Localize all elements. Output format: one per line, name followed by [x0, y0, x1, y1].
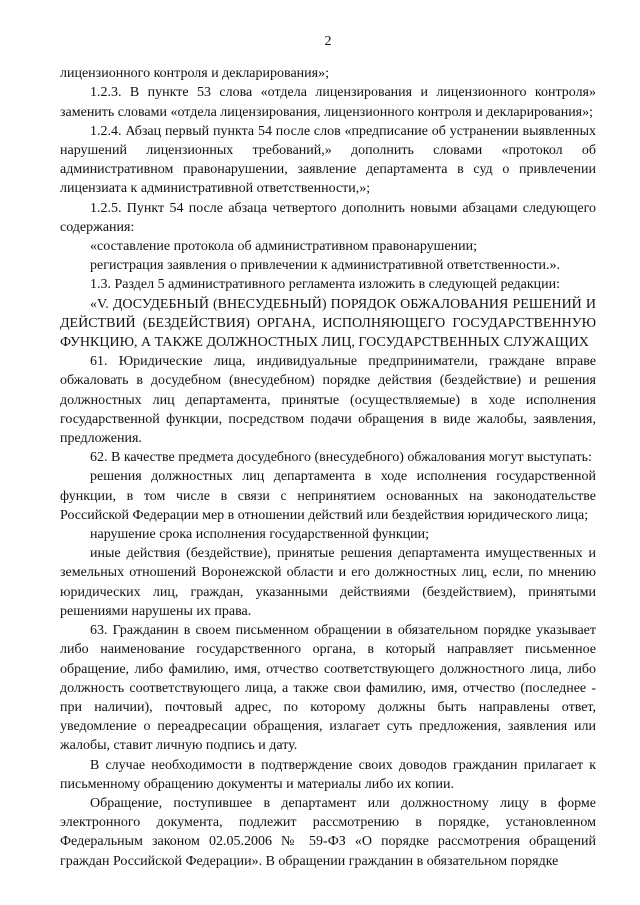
paragraph-1-2-5: 1.2.5. Пункт 54 после абзаца четвертого дополнить новыми абзацами следующего содержания: [60, 200, 596, 235]
paragraph-63-attachments: В случае необходимости в подтверждение своих доводов гражданин прилагает к письменному обращению документы и материалы либо их копии. [60, 757, 596, 792]
paragraph-62-item-decisions: решения должностных лиц департамента в ходе исполнения государственной функции, в том числе в связи с непринятием основанных на законодательстве Российской Федерации мер в отношении действий или бездействия юридического лица; [60, 469, 596, 523]
paragraph-1-3: 1.3. Раздел 5 административного регламента изложить в следующей редакции: [90, 277, 561, 293]
page-number: 2 [324, 34, 332, 49]
section-v-heading: «V. ДОСУДЕБНЫЙ (ВНЕСУДЕБНЫЙ) ПОРЯДОК ОБЖАЛОВАНИЯ РЕШЕНИЙ И ДЕЙСТВИЙ (БЕЗДЕЙСТВИЯ) ОРГАНА, ИСПОЛНЯЮЩЕГО ГОСУДАРСТВЕННУЮ ФУНКЦИЮ, А ТАКЖЕ ДОЛЖНОСТНЫХ ЛИЦ, ГОСУДАРСТВЕННЫХ СЛУЖАЩИХ [60, 296, 596, 351]
paragraph-62-item-deadline: нарушение срока исполнения государственной функции; [90, 527, 430, 543]
paragraph-1-2-3: 1.2.3. В пункте 53 слова «отдела лицензирования и лицензионного контроля» заменить словами «отдела лицензирования, лицензионного контроля и декларирования»; [60, 85, 596, 120]
paragraph-62: 62. В качестве предмета досудебного (внесудебного) обжалования могут выступать: [90, 450, 592, 466]
paragraph-new-item-registration: регистрация заявления о привлечении к административной ответственности.». [90, 258, 561, 274]
paragraph-continuation: лицензионного контроля и декларирования»; [60, 66, 329, 82]
paragraph-1-2-4: 1.2.4. Абзац первый пункта 54 после слов «предписание об устранении выявленных нарушений лицензионных требований,» дополнить словами «протокол об административном правонарушении, заявление департамента в суд о привлечении лицензиата к административной ответственности,»; [60, 123, 596, 197]
paragraph-61: 61. Юридические лица, индивидуальные предприниматели, граждане вправе обжаловать в досудебном (внесудебном) порядке действия (бездействие) и решения должностных лиц департамента, принятые (осуществляемые) в ходе исполнения государственной функции, посредством подачи обращения в виде жалобы, заявления, предложения. [60, 354, 596, 447]
paragraph-63: 63. Гражданин в своем письменном обращении в обязательном порядке указывает либо наименование государственного органа, в который направляет письменное обращение, либо фамилию, имя, отчество соответствующего должностного лица, либо должность соответствующего лица, а также свои фамилию, имя, отчество (последнее - при наличии), почтовый адрес, по которому должны быть направлены ответ, уведомление о переадресации обращения, излагает суть предложения, заявления или жалобы, ставит личную подпись и дату. [60, 623, 596, 754]
paragraph-63-electronic: Обращение, поступившее в департамент или должностному лицу в форме электронного документа, подлежит рассмотрению в порядке, установленном Федеральным законом 02.05.2006 № 59-ФЗ «О порядке рассмотрения обращений граждан Российской Федерации». В обращении гражданин в обязательном порядке [60, 795, 596, 869]
paragraph-62-item-other: иные действия (бездействие), принятые решения департамента имущественных и земельных отношений Воронежской области и его должностных лиц, если, по мнению юридических лиц, граждан, указанными действиями (бездействием), принятыми решениями нарушены их права. [60, 546, 596, 619]
paragraph-new-item-protocol: «составление протокола об административном правонарушении; [90, 239, 478, 255]
